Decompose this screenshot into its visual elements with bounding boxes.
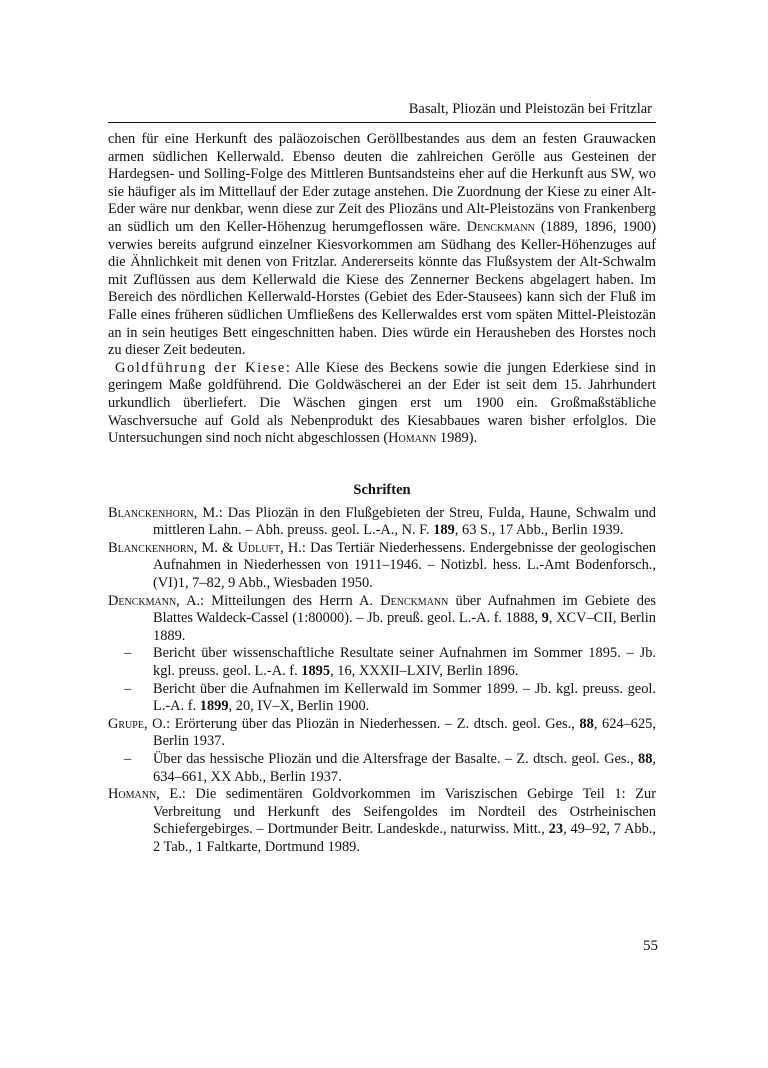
reference-text: , A.: Mitteilungen des Herrn A. [176, 592, 381, 609]
reference-text: Über das hessische Pliozän und die Altersfrage der Basalte. – Z. dtsch. geol. Ges., [153, 751, 638, 767]
reference-entry [108, 540, 656, 593]
para2-text-a: : Alle Kiese des Beckens sowie die jungen Ederkiese sind in geringem Maße goldführend. Die Goldwäscherei an der Eder ist seit dem 15. Jahrhundert urkundlich überliefert. Die Wäschen gingen erst um 1900 ein. Großmaßstäbliche Waschversuche auf Gold als Nebenprodukt des Kiesabbaues waren bisher erfolglos. Die Untersuchungen sind noch nicht abgeschlossen ( [108, 359, 656, 447]
reference-author: Udluft [237, 539, 281, 556]
reference-volume: 88 [638, 751, 653, 767]
reference-entry [108, 716, 656, 751]
header-rule [108, 122, 656, 123]
reference-volume: 23 [548, 821, 564, 838]
reference-volume: 88 [579, 715, 594, 732]
para1-text-b: (1889, 1896, 1900) verwies bereits aufgrund einzelner Kiesvorkommen am Südhang des Keller-Höhenzuges auf die Ähnlichkeit mit denen von Fritzlar. Andererseits könnte das Flußsystem der Alt-Schwalm mit Zuflüssen aus dem Kellerwald die Kiese des Zennerner Beckens abgelagert haben. Im Bereich des nördlichen Kellerwald-Horstes (Gebiet des Eder-Stausees) kann sich der Fluß im Falle eines früheren südlichen Umfließens des Kellerwaldes erst vom späten Mittel-Pleistozän an in sein heutiges Bett eingeschnitten haben. Dies würde ein Herausheben des Horstes noch zu dieser Zeit bedeuten. [108, 218, 656, 359]
reference-author: Grupe [108, 715, 144, 732]
reference-text: , M.: Das Pliozän in den Flußgebieten der Streu, Fulda, Haune, Schwalm und mittleren Lahn. – Abh. preuss. geol. L.-A., N. F. [153, 504, 656, 539]
reference-volume: 189 [433, 522, 455, 539]
author-name: Denckmann [466, 218, 535, 235]
section-title: Schriften [353, 481, 411, 498]
body-paragraph-2 [108, 360, 656, 448]
reference-entry [108, 786, 656, 856]
reference-author: Blanckenhorn [108, 539, 194, 556]
author-name: Homann [388, 430, 437, 447]
body-paragraph-1 [108, 131, 656, 360]
reference-author: Homann [108, 786, 157, 803]
page-content [108, 100, 656, 857]
page-number: 55 [643, 938, 658, 954]
reference-volume: 9 [541, 610, 549, 627]
ditto-dash: – [124, 751, 132, 767]
reference-entry [108, 505, 656, 540]
reference-entry [108, 645, 656, 680]
reference-text: , 63 S., 17 Abb., Berlin 1939. [454, 522, 624, 539]
running-head: Basalt, Pliozän und Pleistozän bei Fritzlar [408, 101, 652, 117]
reference-author: Denckmann [380, 592, 449, 609]
reference-entry [108, 593, 656, 646]
reference-text: , 16, XXXII–LXIV, Berlin 1896. [330, 663, 519, 680]
reference-author: Blanckenhorn [108, 504, 194, 521]
reference-entry [108, 751, 656, 786]
reference-text: , O.: Erörterung über das Pliozän in Niederhessen. – Z. dtsch. geol. Ges., [143, 715, 580, 732]
reference-author: Denckmann [108, 592, 177, 609]
reference-text: Bericht über die Aufnahmen im Kellerwald im Sommer 1899. – Jb. kgl. preuss. geol. L.-A. f. [153, 680, 656, 715]
reference-text: , XCV–CII, Berlin 1889. [153, 610, 656, 644]
reference-volume: 1895 [301, 663, 331, 680]
reference-text: , E.: Die sedimentären Goldvorkommen im Variszischen Gebirge Teil 1: Zur Verbreitung und Herkunft des Seifengoldes im Nordteil des Ostrheinischen Schiefergebirges. – Dortmunder Beitr. Landeskde., naturwiss. Mitt., [153, 786, 656, 838]
reference-text: Bericht über wissenschaftliche Resultate seiner Aufnahmen im Sommer 1895. – Jb. kgl. preuss. geol. L.-A. f. [153, 645, 656, 680]
reference-text: über Aufnahmen im Gebiete des Blattes Waldeck-Cassel (1:80000). – Jb. preuß. geol. L.-A. f. 1888, [153, 592, 656, 627]
reference-volume: 1899 [199, 698, 229, 715]
reference-entry [108, 681, 656, 716]
reference-text: , 624–625, Berlin 1937. [153, 715, 656, 750]
para1-text-a: chen für eine Herkunft des paläozoischen Geröllbestandes aus dem an festen Grauwacken armen südlichen Kellerwald. Ebenso deuten die zahlreichen Gerölle aus Gesteinen der Hardegsen- und Solling-Folge des Mittleren Buntsandsteins eher auf die Herkunft aus SW, wo sie häufiger als im Mittellauf der Eder zutage anstehen. Die Zuordnung der Kiese zu einer Alt-Eder wäre nur denkbar, wenn diese zur Zeit des Pliozäns und Alt-Pleistozäns von Frankenberg an südlich um den Keller-Höhenzug herumgeflossen wäre. [108, 131, 656, 235]
reference-list [108, 505, 656, 857]
reference-text: , 634–661, XX Abb., Berlin 1937. [153, 751, 656, 785]
para2-text-b: 1989). [436, 430, 478, 447]
reference-text: , H.: Das Tertiär Niederhessens. Endergebnisse der geologischen Aufnahmen in Niederhessen von 1911–1946. – Notizbl. hess. L.-Amt Bodenforsch., (VI)1, 7–82, 9 Abb., Wiesbaden 1950. [153, 539, 656, 592]
ditto-dash: – [124, 680, 132, 697]
reference-text: , M. & [193, 539, 238, 556]
reference-text: , 49–92, 7 Abb., 2 Tab., 1 Faltkarte, Dortmund 1989. [153, 821, 656, 855]
ditto-dash: – [124, 645, 132, 662]
paragraph-lead-term: Goldführung der Kiese [115, 359, 286, 376]
reference-text: , 20, IV–X, Berlin 1900. [228, 698, 370, 715]
